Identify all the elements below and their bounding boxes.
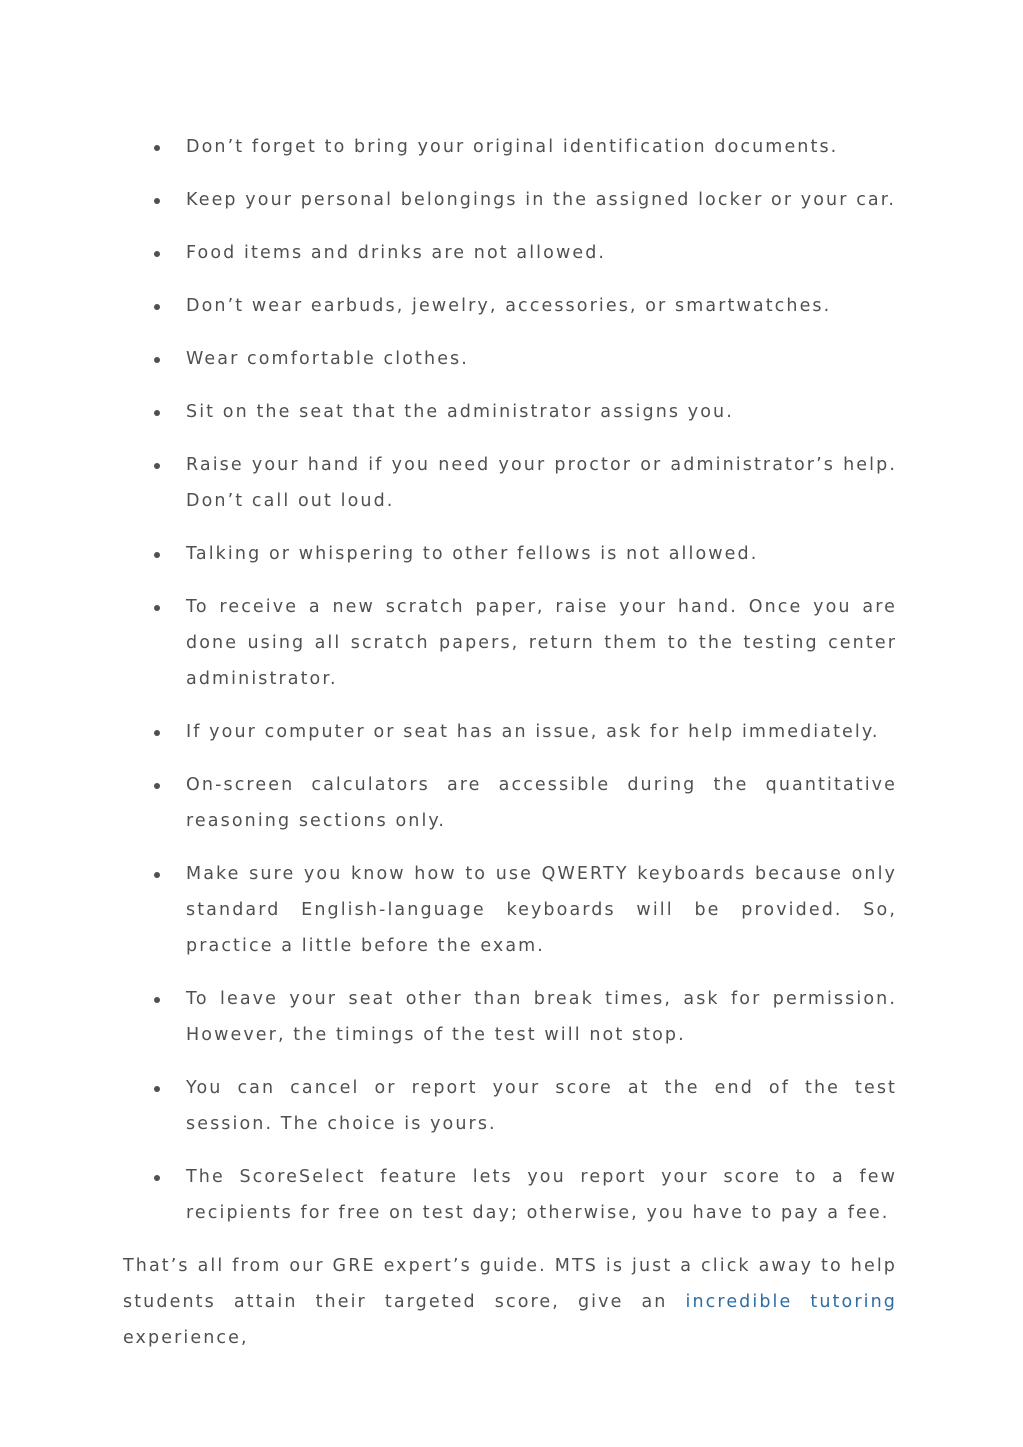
bullet-icon: [154, 198, 160, 204]
closing-paragraph: [123, 1248, 897, 1356]
bullet-icon: [154, 357, 160, 363]
bullet-icon: [154, 410, 160, 416]
list-item-text: On-screen calculators are accessible during the quantitative reasoning sections only.: [186, 775, 897, 831]
list-item-text: You can cancel or report your score at the end of the test session. The choice is yours.: [186, 1078, 897, 1134]
list-item: [186, 981, 897, 1053]
list-item: [186, 182, 897, 218]
test-day-tips-list: [123, 129, 897, 1231]
list-item-text: To leave your seat other than break times, ask for permission. However, the timings of the test will not stop.: [186, 989, 897, 1045]
list-item: [186, 447, 897, 519]
list-item: [186, 856, 897, 964]
closing-text-after-link: experience,: [123, 1328, 249, 1348]
list-item: [186, 394, 897, 430]
bullet-icon: [154, 783, 160, 789]
list-item: [186, 1159, 897, 1231]
bullet-icon: [154, 552, 160, 558]
list-item-text: Wear comfortable clothes.: [186, 349, 469, 369]
list-item: [186, 1070, 897, 1142]
bullet-icon: [154, 730, 160, 736]
bullet-icon: [154, 605, 160, 611]
bullet-icon: [154, 463, 160, 469]
incredible-tutoring-link[interactable]: incredible tutoring: [685, 1292, 897, 1312]
list-item-text: Food items and drinks are not allowed.: [186, 243, 607, 263]
bullet-icon: [154, 997, 160, 1003]
list-item: [186, 536, 897, 572]
bullet-icon: [154, 872, 160, 878]
list-item-text: Talking or whispering to other fellows is not allowed.: [186, 544, 759, 564]
list-item-text: If your computer or seat has an issue, ask for help immediately.: [186, 722, 880, 742]
list-item: [186, 589, 897, 697]
list-item-text: Don’t forget to bring your original identification documents.: [186, 137, 839, 157]
list-item: [186, 129, 897, 165]
list-item: [186, 288, 897, 324]
bullet-icon: [154, 1175, 160, 1181]
bullet-icon: [154, 304, 160, 310]
list-item-text: Raise your hand if you need your proctor or administrator’s help. Don’t call out loud.: [186, 455, 897, 511]
list-item-text: Make sure you know how to use QWERTY keyboards because only standard English-language keyboards will be provided. So, practice a little before the exam.: [186, 864, 897, 956]
bullet-icon: [154, 251, 160, 257]
list-item: [186, 341, 897, 377]
list-item: [186, 714, 897, 750]
list-item-text: Keep your personal belongings in the assigned locker or your car.: [186, 190, 897, 210]
list-item: [186, 767, 897, 839]
list-item-text: To receive a new scratch paper, raise your hand. Once you are done using all scratch papers, return them to the testing center administrator.: [186, 597, 897, 689]
bullet-icon: [154, 145, 160, 151]
bullet-icon: [154, 1086, 160, 1092]
list-item: [186, 235, 897, 271]
list-item-text: The ScoreSelect feature lets you report your score to a few recipients for free on test day; otherwise, you have to pay a fee.: [186, 1167, 897, 1223]
list-item-text: Sit on the seat that the administrator assigns you.: [186, 402, 734, 422]
list-item-text: Don’t wear earbuds, jewelry, accessories, or smartwatches.: [186, 296, 832, 316]
closing-text-before-link: That’s all from our GRE expert’s guide. MTS is just a click away to help students attain their targeted score, give an: [123, 1256, 897, 1312]
document-page: [123, 129, 897, 1356]
